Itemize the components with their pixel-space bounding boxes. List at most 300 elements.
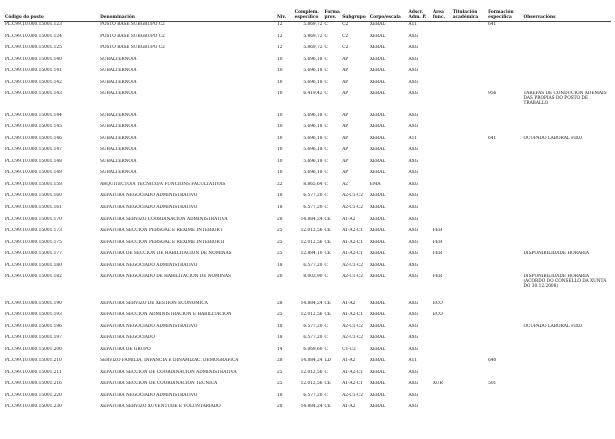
cell-complem: 12.012,56 xyxy=(300,312,323,318)
cell-complem: 14.884,24 xyxy=(300,300,323,306)
cell-corpo: XERAL xyxy=(369,312,386,318)
cell-observacions xyxy=(522,301,611,313)
cell-complem: 5.696,18 xyxy=(303,79,323,85)
cell-titulacion xyxy=(452,312,487,324)
cell-niv: 25 xyxy=(276,251,283,257)
cell-formacion xyxy=(487,147,522,159)
table-row xyxy=(4,34,611,46)
cell-adscr: AXG xyxy=(408,216,419,222)
cell-niv: 10 xyxy=(276,56,283,62)
cell-denominacion: SUBALTERNO/A xyxy=(100,170,137,176)
cell-denominacion: XEFATURA DE GRUPO xyxy=(100,346,151,352)
cell-complem: 5.696,18 xyxy=(303,135,323,141)
cell-observacions xyxy=(522,45,611,57)
cell-observacions: OCUPADO LABORAL FIXO xyxy=(523,323,583,329)
table-row xyxy=(4,147,611,159)
cell-adscr: AXG xyxy=(408,369,419,375)
cell-area xyxy=(432,136,452,148)
cell-corpo: XERAL xyxy=(369,124,386,130)
cell-subgrupo: A2-C1-C2 xyxy=(342,262,363,268)
cell-observacions xyxy=(522,217,611,229)
header-area: Área func. xyxy=(432,2,452,22)
cell-codigo: PL.C99.10.000.15001.200 xyxy=(5,346,62,352)
cell-codigo: PL.C99.10.000.15001.123 xyxy=(5,22,62,27)
cell-observacions xyxy=(522,404,611,416)
cell-forma: C xyxy=(324,147,328,153)
cell-adscr: AXG xyxy=(408,193,419,199)
cell-forma: CE xyxy=(324,300,331,306)
cell-complem: 14.884,24 xyxy=(300,358,323,364)
cell-adscr: AXG xyxy=(408,300,419,306)
cell-niv: 28 xyxy=(276,300,283,306)
cell-area: ECO xyxy=(432,300,443,306)
cell-adscr: AXG xyxy=(408,147,419,153)
cell-codigo: PL.C99.10.000.15001.230 xyxy=(5,404,62,410)
cell-forma: CE xyxy=(324,404,331,410)
cell-denominacion: XEFATURA NEGOCIADO DE HABILITACIÓN DE NÓMINAS xyxy=(100,274,231,280)
cell-codigo: PL.C99.10.000.15001.147 xyxy=(5,147,62,153)
cell-denominacion: ARQUITECTO/A TÉCNICO/A FUNCIÓNS FACULTATIVAS xyxy=(100,181,226,187)
cell-titulacion xyxy=(452,182,487,194)
cell-denominacion: XEFATURA SECCIÓN PERSOAL E RÉXIME INTERIOR II xyxy=(100,239,225,245)
cell-corpo: XERAL xyxy=(369,404,386,410)
cell-forma: C xyxy=(324,274,328,280)
cell-complem: 6.577,20 xyxy=(303,204,323,210)
cell-formacion xyxy=(487,335,522,347)
table-row xyxy=(4,263,611,275)
cell-denominacion: XEFATURA SECCIÓN ADMINISTRACIÓN E HABILITACIÓN xyxy=(100,312,232,318)
cell-codigo: PL.C99.10.000.15001.175 xyxy=(5,239,62,245)
cell-subgrupo: AP xyxy=(342,68,349,74)
cell-denominacion: XEFATURA SERVIZO COORDINACIÓN ADMINISTRATIVA xyxy=(100,216,228,222)
cell-subgrupo: C2 xyxy=(342,45,349,51)
cell-niv: 10 xyxy=(276,68,283,74)
cell-formacion xyxy=(487,347,522,359)
table-row xyxy=(4,370,611,382)
cell-area xyxy=(432,170,452,182)
header-complem: Complem. específico xyxy=(294,2,324,22)
cell-codigo: PL.C99.10.000.15001.190 xyxy=(5,300,62,306)
cell-formacion xyxy=(487,393,522,405)
cell-forma: C xyxy=(324,158,328,164)
cell-titulacion xyxy=(452,57,487,69)
cell-formacion xyxy=(487,113,522,125)
cell-formacion: 640 xyxy=(488,358,497,364)
cell-formacion: 641 xyxy=(488,22,497,27)
cell-formacion xyxy=(487,68,522,80)
cell-codigo: PL.C99.10.000.15001.216 xyxy=(5,381,62,387)
cell-forma: C xyxy=(324,22,328,27)
cell-area xyxy=(432,124,452,136)
cell-corpo: XERAL xyxy=(369,79,386,85)
cell-formacion xyxy=(487,34,522,46)
cell-area xyxy=(432,347,452,359)
cell-adscr: AXG xyxy=(408,56,419,62)
cell-complem: 6.069,60 xyxy=(303,346,323,352)
cell-observacions xyxy=(522,347,611,359)
cell-formacion xyxy=(487,228,522,240)
cell-area xyxy=(432,393,452,405)
cell-corpo: XERAL xyxy=(369,33,386,39)
cell-titulacion xyxy=(452,113,487,125)
cell-forma: C xyxy=(324,335,328,341)
cell-area xyxy=(432,217,452,229)
cell-adscr: AXG xyxy=(408,91,419,97)
cell-forma: C xyxy=(324,262,328,268)
table-row xyxy=(4,404,611,416)
cell-observacions xyxy=(522,80,611,92)
cell-denominacion: XEFATURA SECCIÓN PERSOAL E RÉXIME INTERIOR I xyxy=(100,228,223,234)
cell-adscr: A11 xyxy=(408,135,418,141)
header-denominacion: Denominación xyxy=(99,2,276,22)
cell-denominacion: SUBALTERNO/A xyxy=(100,147,137,153)
cell-titulacion xyxy=(452,45,487,57)
cell-formacion xyxy=(487,205,522,217)
cell-observacions xyxy=(522,228,611,240)
cell-area xyxy=(432,91,452,112)
cell-corpo: XERAL xyxy=(369,135,386,141)
cell-denominacion: XEFATURA SECCIÓN DE COORDINACIÓN TÉCNICA xyxy=(100,381,218,387)
header-niv: Niv. xyxy=(276,2,294,22)
cell-subgrupo: C2 xyxy=(342,33,349,39)
cell-adscr: AXG xyxy=(408,170,419,176)
cell-codigo: PL.C99.10.000.15001.160 xyxy=(5,193,62,199)
cell-subgrupo: AP xyxy=(342,56,349,62)
cell-complem: 12.012,56 xyxy=(300,381,323,387)
cell-complem: 6.577,20 xyxy=(303,262,323,268)
cell-codigo: PL.C99.10.000.15001.149 xyxy=(5,170,62,176)
table-row xyxy=(4,240,611,252)
cell-titulacion xyxy=(452,22,487,34)
cell-forma: C xyxy=(324,369,328,375)
cell-formacion xyxy=(487,182,522,194)
cell-observacions xyxy=(522,22,611,34)
header-subgrupo: Subgrupo xyxy=(341,2,369,22)
cell-subgrupo: A1-A2 xyxy=(342,300,356,306)
cell-formacion: 501 xyxy=(488,381,497,387)
cell-denominacion: XEFATURA SECCIÓN DE COORDINACIÓN ADMINISTRATIVA xyxy=(100,369,237,375)
cell-forma: C xyxy=(324,193,328,199)
cell-codigo: PL.C99.10.000.15001.196 xyxy=(5,323,62,329)
cell-formacion xyxy=(487,263,522,275)
header-adscr: Adscr. Adm. P. xyxy=(408,2,432,22)
cell-forma: C xyxy=(324,170,328,176)
cell-observacions xyxy=(522,393,611,405)
cell-titulacion xyxy=(452,228,487,240)
table-row xyxy=(4,205,611,217)
cell-adscr: AXG xyxy=(408,33,419,39)
cell-titulacion xyxy=(452,335,487,347)
cell-denominacion: SERVIZO FAMILIA, INFANCIA E DINAMIZAC. DEMOGRÁFICA xyxy=(100,358,239,364)
table-row xyxy=(4,22,611,34)
cell-subgrupo: AP xyxy=(342,170,349,176)
cell-denominacion: XEFATURA NEGOCIADO ADMINISTRATIVO xyxy=(100,262,198,268)
table-row xyxy=(4,182,611,194)
cell-forma: C xyxy=(324,68,328,74)
cell-area xyxy=(432,147,452,159)
cell-niv: 25 xyxy=(276,381,283,387)
cell-forma: C xyxy=(324,135,328,141)
table-row xyxy=(4,381,611,393)
cell-denominacion: SUBALTERNO/A xyxy=(100,124,137,130)
cell-observacions xyxy=(522,205,611,217)
cell-complem: 5.696,18 xyxy=(303,68,323,74)
cell-codigo: PL.C99.10.000.15001.180 xyxy=(5,262,62,268)
table-row xyxy=(4,159,611,171)
cell-complem: 8.865,64 xyxy=(303,181,323,187)
cell-formacion: 956 xyxy=(488,91,497,97)
cell-complem: 12.012,56 xyxy=(300,369,323,375)
cell-formacion xyxy=(487,274,522,300)
cell-denominacion: XEFATURA NEGOCIADO xyxy=(100,335,155,341)
cell-corpo: XERAL xyxy=(369,68,386,74)
cell-complem: 5.696,18 xyxy=(303,170,323,176)
cell-adscr: AXG xyxy=(408,228,419,234)
cell-subgrupo: AP xyxy=(342,124,349,130)
cell-titulacion xyxy=(452,34,487,46)
cell-forma: C xyxy=(324,124,328,130)
cell-forma: C xyxy=(324,204,328,210)
cell-subgrupo: A1-A2-C1 xyxy=(342,312,363,318)
cell-subgrupo: AP xyxy=(342,135,349,141)
cell-subgrupo: A2-C1-C2 xyxy=(342,204,363,210)
cell-complem: 12.884,10 xyxy=(300,251,323,257)
cell-niv: 10 xyxy=(276,112,283,118)
cell-observacions xyxy=(522,312,611,324)
cell-area: FER xyxy=(432,228,443,234)
cell-complem: 6.577,20 xyxy=(303,392,323,398)
cell-adscr: AXG xyxy=(408,158,419,164)
cell-forma: C xyxy=(324,91,328,97)
cell-adscr: AXG xyxy=(408,262,419,268)
cell-observacions xyxy=(522,358,611,370)
cell-formacion xyxy=(487,240,522,252)
cell-subgrupo: A2-C1-C2 xyxy=(342,274,363,280)
table-row xyxy=(4,324,611,336)
cell-subgrupo: A1-A2 xyxy=(342,358,356,364)
table-row xyxy=(4,393,611,405)
cell-observacions xyxy=(522,34,611,46)
cell-subgrupo: A1-A2-C1 xyxy=(342,251,363,257)
cell-forma: C xyxy=(324,45,328,51)
table-row xyxy=(4,193,611,205)
cell-titulacion xyxy=(452,170,487,182)
cell-corpo: XERAL xyxy=(369,262,386,268)
cell-subgrupo: A2-C1-C2 xyxy=(342,193,363,199)
table-row xyxy=(4,45,611,57)
cell-denominacion: SUBALTERNO/A xyxy=(100,135,137,141)
cell-area xyxy=(432,45,452,57)
cell-niv: 18 xyxy=(276,335,283,341)
cell-adscr: AXG xyxy=(408,251,419,257)
cell-area: ECO xyxy=(432,312,443,318)
cell-area xyxy=(432,68,452,80)
cell-complem: 6.577,20 xyxy=(303,323,323,329)
cell-niv: 12 xyxy=(276,45,283,51)
cell-formacion xyxy=(487,370,522,382)
cell-denominacion: SUBALTERNO/A xyxy=(100,112,137,118)
table-row xyxy=(4,347,611,359)
cell-area xyxy=(432,335,452,347)
cell-complem: 5.696,18 xyxy=(303,112,323,118)
cell-corpo: XERAL xyxy=(369,335,386,341)
cell-forma: C xyxy=(324,181,328,187)
cell-forma: C xyxy=(324,112,328,118)
cell-denominacion: XEFATURA DE SECCIÓN DE HABILITACIÓN DE NÓMINAS xyxy=(100,251,232,257)
cell-codigo: PL.C99.10.000.15001.170 xyxy=(5,216,62,222)
cell-formacion xyxy=(487,57,522,69)
cell-adscr: AXG xyxy=(408,204,419,210)
cell-subgrupo: AP xyxy=(342,158,349,164)
table-row xyxy=(4,124,611,136)
cell-titulacion xyxy=(452,240,487,252)
cell-subgrupo: AP xyxy=(342,91,349,97)
cell-adscr: AXG xyxy=(408,112,419,118)
cell-formacion xyxy=(487,170,522,182)
cell-codigo: PL.C99.10.000.15001.140 xyxy=(5,56,62,62)
cell-corpo: XERAL xyxy=(369,228,386,234)
cell-niv: 25 xyxy=(276,239,283,245)
cell-area: XUR xyxy=(432,381,443,387)
cell-area: FER xyxy=(432,274,443,280)
cell-forma: C xyxy=(324,79,328,85)
cell-forma: C xyxy=(324,323,328,329)
cell-complem: 6.419,42 xyxy=(303,91,323,97)
cell-adscr: AXG xyxy=(408,79,419,85)
cell-forma: CE xyxy=(324,251,331,257)
cell-denominacion: XEFATURA NEGOCIADO ADMINISTRATIVO xyxy=(100,323,198,329)
cell-observacions: TAREFAS DE CONDUCIÓN ADEMAIS DAS PROPIAS DO POSTO DE TRABALLO xyxy=(523,91,607,107)
cell-observacions xyxy=(522,68,611,80)
cell-formacion xyxy=(487,404,522,416)
cell-niv: 20 xyxy=(276,274,283,280)
cell-titulacion xyxy=(452,274,487,300)
cell-corpo: XERAL xyxy=(369,346,386,352)
cell-area xyxy=(432,193,452,205)
cell-observacions xyxy=(522,370,611,382)
cell-subgrupo: C1-C2 xyxy=(342,346,356,352)
cell-observacions xyxy=(522,170,611,182)
cell-area xyxy=(432,324,452,336)
header-codigo: Código do posto xyxy=(4,2,99,22)
cell-observacions xyxy=(522,113,611,125)
cell-complem: 5.696,18 xyxy=(303,124,323,130)
cell-titulacion xyxy=(452,370,487,382)
cell-titulacion xyxy=(452,393,487,405)
cell-complem: 5.869,72 xyxy=(303,33,323,39)
cell-forma: CE xyxy=(324,381,331,387)
cell-corpo: XERAL xyxy=(369,216,386,222)
cell-corpo: XERAL xyxy=(369,112,386,118)
cell-niv: 12 xyxy=(276,33,283,39)
cell-codigo: PL.C99.10.000.15001.182 xyxy=(5,274,62,280)
cell-niv: 12 xyxy=(276,22,283,27)
cell-corpo: XERAL xyxy=(369,381,386,387)
cell-corpo: XERAL xyxy=(369,204,386,210)
cell-corpo: XERAL xyxy=(369,170,386,176)
table-row xyxy=(4,228,611,240)
cell-titulacion xyxy=(452,404,487,416)
posts-table xyxy=(4,2,611,416)
cell-adscr: A11 xyxy=(408,358,418,364)
cell-observacions xyxy=(522,57,611,69)
cell-subgrupo: A1-A2-C1 xyxy=(342,369,363,375)
cell-denominacion: XEFATURA NEGOCIADO ADMINISTRATIVO xyxy=(100,392,198,398)
cell-corpo: EMA xyxy=(369,181,381,187)
cell-area xyxy=(432,159,452,171)
cell-codigo: PL.C99.10.000.15001.124 xyxy=(5,33,62,39)
cell-formacion xyxy=(487,193,522,205)
header-observacions: Observacións xyxy=(522,2,611,22)
cell-observacions xyxy=(522,335,611,347)
cell-codigo: PL.C99.10.000.15001.197 xyxy=(5,335,62,341)
cell-codigo: PL.C99.10.000.15001.173 xyxy=(5,228,62,234)
cell-area xyxy=(432,34,452,46)
cell-codigo: PL.C99.10.000.15001.144 xyxy=(5,112,62,118)
cell-niv: 10 xyxy=(276,170,283,176)
cell-corpo: XERAL xyxy=(369,239,386,245)
cell-forma: C xyxy=(324,56,328,62)
cell-complem: 14.884,24 xyxy=(300,404,323,410)
cell-area xyxy=(432,57,452,69)
cell-niv: 28 xyxy=(276,358,283,364)
cell-niv: 10 xyxy=(276,135,283,141)
cell-titulacion xyxy=(452,301,487,313)
cell-corpo: XERAL xyxy=(369,251,386,257)
cell-codigo: PL.C99.10.000.15001.161 xyxy=(5,204,62,210)
cell-adscr: AXG xyxy=(408,323,419,329)
cell-observacions xyxy=(522,182,611,194)
cell-area xyxy=(432,113,452,125)
cell-denominacion: XEFATURA NEGOCIADO ADMINISTRATIVO xyxy=(100,204,198,210)
cell-codigo: PL.C99.10.000.15001.142 xyxy=(5,79,62,85)
cell-formacion xyxy=(487,324,522,336)
cell-titulacion xyxy=(452,205,487,217)
cell-adscr: AXG xyxy=(408,346,419,352)
table-row xyxy=(4,113,611,125)
cell-formacion xyxy=(487,80,522,92)
cell-titulacion xyxy=(452,347,487,359)
cell-codigo: PL.C99.10.000.15001.125 xyxy=(5,45,62,51)
cell-corpo: XERAL xyxy=(369,158,386,164)
cell-complem: 14.884,24 xyxy=(300,216,323,222)
cell-codigo: PL.C99.10.000.15001.148 xyxy=(5,158,62,164)
cell-corpo: XERAL xyxy=(369,323,386,329)
cell-codigo: PL.C99.10.000.15001.193 xyxy=(5,312,62,318)
table-row xyxy=(4,91,611,112)
cell-titulacion xyxy=(452,381,487,393)
cell-niv: 10 xyxy=(276,91,283,97)
cell-niv: 18 xyxy=(276,204,283,210)
cell-subgrupo: A1-A2 xyxy=(342,216,356,222)
cell-titulacion xyxy=(452,193,487,205)
cell-observacions xyxy=(522,124,611,136)
cell-subgrupo: A2-C1-C2 xyxy=(342,392,363,398)
cell-niv: 28 xyxy=(276,404,283,410)
cell-titulacion xyxy=(452,251,487,263)
cell-niv: 10 xyxy=(276,147,283,153)
cell-area: FER xyxy=(432,251,443,257)
cell-area xyxy=(432,205,452,217)
cell-titulacion xyxy=(452,124,487,136)
cell-denominacion: XEFATURA NEGOCIADO ADMINISTRATIVO xyxy=(100,193,198,199)
cell-titulacion xyxy=(452,324,487,336)
cell-codigo: PL.C99.10.000.15001.210 xyxy=(5,358,62,364)
cell-denominacion: SUBALTERNO/A xyxy=(100,91,137,97)
cell-complem: 6.577,20 xyxy=(303,193,323,199)
cell-adscr: AXG xyxy=(408,392,419,398)
cell-forma: CE xyxy=(324,239,331,245)
